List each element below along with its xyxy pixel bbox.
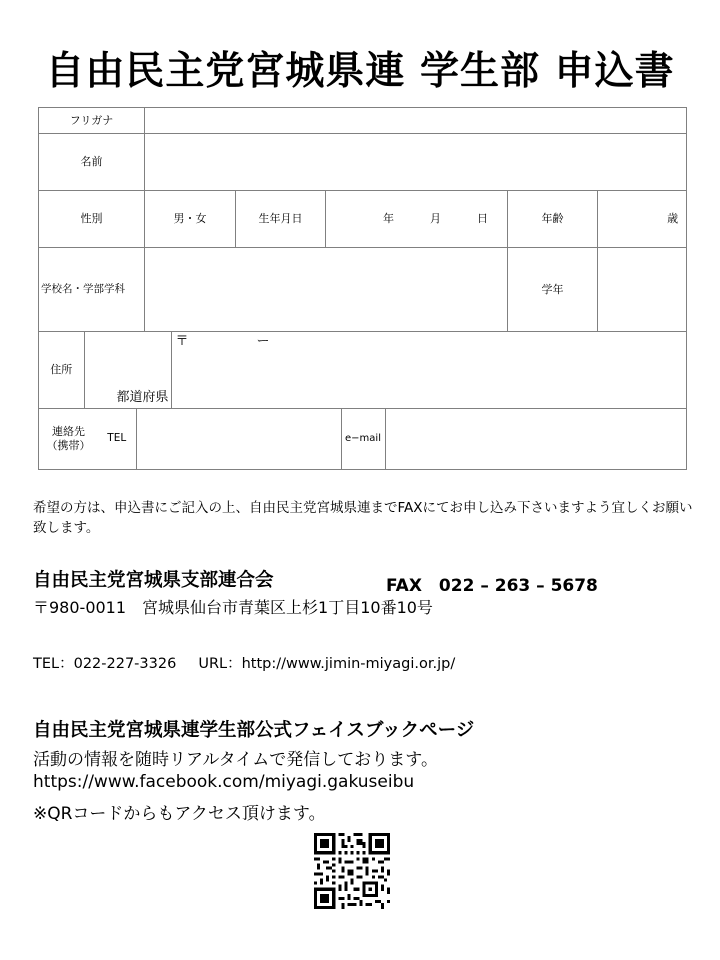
website-link[interactable]: http://www.jimin-miyagi.or.jp/ bbox=[241, 656, 456, 672]
address-field[interactable] bbox=[171, 332, 686, 408]
year-unit: 年 bbox=[383, 212, 394, 226]
facebook-link[interactable]: https://www.facebook.com/miyagi.gakuseibu bbox=[33, 772, 415, 792]
fax-number: FAX 022 – 263 – 5678 bbox=[386, 576, 598, 596]
organization-name: 自由民主党宮城県支部連合会 bbox=[33, 570, 274, 591]
age-label: 年齢 bbox=[508, 191, 598, 248]
day-unit: 日 bbox=[477, 212, 488, 226]
prefecture-field[interactable] bbox=[84, 332, 171, 408]
contact-label bbox=[39, 409, 98, 469]
gender-label: 性別 bbox=[39, 191, 145, 248]
birthdate-field[interactable] bbox=[326, 191, 508, 248]
tel-field[interactable] bbox=[136, 409, 341, 469]
month-unit: 月 bbox=[430, 212, 441, 226]
grade-label: 学年 bbox=[508, 248, 598, 332]
email-label: e−mail bbox=[341, 409, 385, 469]
qr-code-icon[interactable] bbox=[314, 833, 390, 909]
birthdate-label: 生年月日 bbox=[236, 191, 326, 248]
url-label: URL： bbox=[198, 656, 242, 672]
organization-address: 〒980-0011 宮城県仙台市青葉区上杉1丁目10番10号 bbox=[33, 598, 433, 617]
tel-label: TEL bbox=[107, 432, 127, 445]
address-row bbox=[39, 332, 686, 408]
facebook-description: 活動の情報を随時リアルタイムで発信しております。 bbox=[33, 750, 438, 770]
name-label: 名前 bbox=[39, 134, 145, 191]
postal-mark: 〒 bbox=[175, 334, 189, 349]
gender-field[interactable]: 男・女 bbox=[145, 191, 236, 248]
contact-row bbox=[39, 409, 686, 469]
age-unit: 歳 bbox=[667, 212, 679, 226]
grade-field[interactable] bbox=[598, 248, 687, 332]
application-form bbox=[38, 107, 687, 470]
instructions-text: 希望の方は、申込書にご記入の上、自由民主党宮城県連までFAXにてお申し込み下さいますよう宜しくお願い致します。 bbox=[33, 500, 693, 537]
tel-number: TEL：022-227-3326 bbox=[33, 656, 177, 672]
facebook-title: 自由民主党宮城県連学生部公式フェイスブックページ bbox=[33, 720, 475, 741]
page-title: 自由民主党宮城県連 学生部 申込書 bbox=[45, 48, 675, 94]
qr-note: ※QRコードからもアクセス頂けます。 bbox=[33, 804, 326, 824]
name-field[interactable] bbox=[145, 134, 687, 191]
age-field[interactable] bbox=[598, 191, 687, 248]
address-label: 住所 bbox=[50, 363, 73, 377]
furigana-label: フリガナ bbox=[39, 108, 145, 134]
contact-line bbox=[33, 652, 455, 673]
email-field[interactable] bbox=[385, 409, 686, 469]
school-label: 学校名・学部学科 bbox=[39, 248, 145, 332]
prefecture-label: 都道府県 bbox=[116, 389, 169, 405]
contact-label-line1: 連絡先 bbox=[52, 425, 85, 439]
contact-label-line2: （携帯） bbox=[46, 439, 91, 452]
postal-dash: ー bbox=[256, 334, 270, 349]
school-field[interactable] bbox=[145, 248, 508, 332]
furigana-field[interactable] bbox=[145, 108, 687, 134]
